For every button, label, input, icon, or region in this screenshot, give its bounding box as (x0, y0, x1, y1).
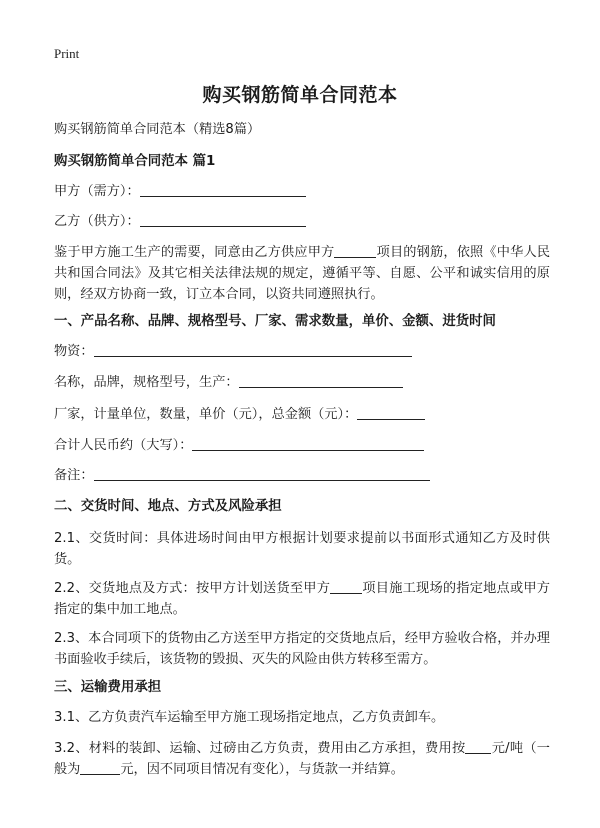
clause-2-2-part1: 2.2、交货地点及方式：按甲方计划送货至甲方 (54, 581, 331, 596)
clause-3-1: 3.1、乙方负责汽车运输至甲方施工现场指定地点，乙方负责卸车。 (54, 710, 445, 725)
maker-qty-line (54, 405, 425, 425)
party-a-label: 甲方（需方）： (54, 184, 140, 199)
clause-2-2-project-blank (330, 579, 362, 594)
party-b-line (54, 212, 306, 232)
party-b-blank (140, 212, 306, 227)
total-rmb-blank (192, 436, 424, 451)
intro-part2: 项目的钢筋，依照《中华人民共和国合同法》及其它相关法律法规的规定，遵循平等、自愿、公平和诚实信用的原则，经双方协商一致，订立本合同，以资共同遵照执行。 (54, 245, 551, 302)
intro-project-blank (334, 243, 376, 258)
name-brand-line (54, 373, 403, 393)
material-label: 物资： (54, 344, 94, 359)
clause-3-2-part2: 元/吨（一般为 (54, 741, 550, 777)
heading-product-info: 一、产品名称、品牌、规格型号、厂家、需求数量，单价、金额、进货时间 (54, 314, 496, 329)
party-a-line (54, 182, 306, 202)
clause-3-2-typical-blank (80, 760, 120, 775)
intro-paragraph (54, 242, 550, 305)
total-rmb-label: 合计人民币约（大写）： (54, 438, 193, 453)
clause-2-3: 2.3、本合同项下的货物由乙方送至甲方指定的交货地点后，经甲方验收合格，并办理书面验收手续后，该货物的毁损、灭失的风险由供方转移至需方。 (54, 631, 550, 667)
maker-qty-label: 厂家，计量单位，数量，单价（元），总金额（元）： (54, 407, 358, 422)
clause-2-1: 2.1、交货时间：具体进场时间由甲方根据计划要求提前以书面形式通知乙方及时供货。 (54, 531, 550, 567)
party-b-label: 乙方（供方）： (54, 214, 140, 229)
document-title: 购买钢筋简单合同范本 (202, 84, 398, 106)
section-title: 购买钢筋简单合同范本 篇1 (54, 154, 216, 169)
maker-qty-blank (357, 405, 425, 420)
clause-2-2 (54, 578, 550, 620)
remark-line (54, 466, 430, 486)
material-line (54, 342, 412, 362)
name-brand-label: 名称，品牌，规格型号，生产： (54, 375, 239, 390)
material-blank (94, 342, 412, 357)
clause-3-2 (54, 738, 550, 780)
clause-3-2-fee-blank (465, 739, 491, 754)
clause-2-2-part2: 项目施工现场的指定地点或甲方指定的集中加工地点。 (54, 581, 550, 617)
document-subtitle: 购买钢筋简单合同范本（精选8篇） (54, 122, 261, 137)
print-link[interactable]: Print (54, 46, 80, 61)
heading-delivery: 二、交货时间、地点、方式及风险承担 (54, 499, 282, 514)
heading-transport: 三、运输费用承担 (54, 680, 162, 695)
remark-label: 备注： (54, 468, 94, 483)
party-a-blank (140, 182, 306, 197)
intro-part1: 鉴于甲方施工生产的需要，同意由乙方供应甲方 (54, 245, 335, 260)
total-rmb-line (54, 436, 424, 456)
name-brand-blank (239, 373, 403, 388)
clause-3-2-part1: 3.2、材料的装卸、运输、过磅由乙方负责，费用由乙方承担，费用按 (54, 741, 466, 756)
clause-3-2-part3: 元，因不同项目情况有变化），与货款一并结算。 (120, 762, 404, 777)
remark-blank (94, 466, 430, 481)
